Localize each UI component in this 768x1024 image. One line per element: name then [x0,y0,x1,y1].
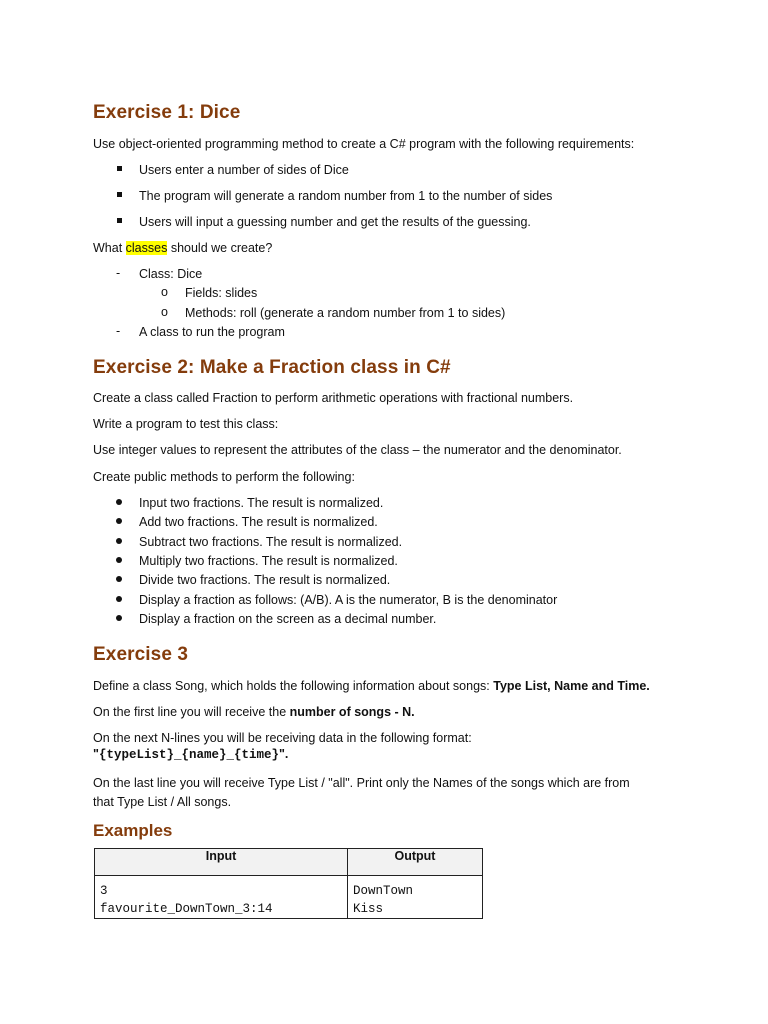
circle-bullet-icon: o [161,285,168,299]
fields-item: Fields: slides [185,286,258,300]
output-cell-text [348,876,482,918]
next-lines-paragraph: On the next N-lines you will be receiving data in the following format: [93,731,472,745]
round-bullet-icon [116,557,122,563]
input-format-code: {typeList}_{name}_{time} [98,748,279,762]
format-open-quote: " [93,747,99,761]
requirement-item: The program will generate a random number from 1 to the number of sides [139,189,553,203]
dash-bullet-icon: - [116,324,121,338]
exercise-1-intro: Use object-oriented programming method to create a C# program with the following requirements: [93,137,635,151]
method-list-item: Add two fractions. The result is normalized. [139,515,378,529]
exercise-2-paragraph: Write a program to test this class: [93,417,279,431]
method-list-item: Input two fractions. The result is normalized. [139,496,384,510]
square-bullet-icon [117,192,122,197]
input-format-line [93,746,288,763]
song-class-text: Define a class Song, which holds the following information about songs: [93,679,494,693]
table-header-input: Input [95,849,348,876]
exercise-2-title: Exercise 2: Make a Fraction class in C# [93,357,451,378]
examples-heading: Examples [93,821,173,840]
question-text-before: What [93,241,126,255]
input-cell-text [95,876,347,918]
method-list-item: Display a fraction as follows: (A/B). A is the numerator, B is the denominator [139,593,558,607]
square-bullet-icon [117,218,122,223]
input-line: 3 [100,884,108,898]
round-bullet-icon [116,576,122,582]
methods-item: Methods: roll (generate a random number from 1 to sides) [185,306,506,320]
round-bullet-icon [116,596,122,602]
table-header-row [95,849,483,876]
last-line-paragraph: On the last line you will receive Type List / "all". Print only the Names of the songs which are from [93,776,630,790]
first-line-text: On the first line you will receive the [93,705,290,719]
output-line: DownTown [353,884,414,898]
output-cell [348,876,483,919]
class-run-item: A class to run the program [139,325,285,339]
round-bullet-icon [116,538,122,544]
input-cell [95,876,348,919]
class-dice-item: Class: Dice [139,267,203,281]
song-class-paragraph [93,678,650,694]
last-line-paragraph-cont: that Type List / All songs. [93,795,232,809]
examples-table [94,848,483,919]
exercise-3-title: Exercise 3 [93,644,189,665]
number-of-songs-bold: number of songs - N. [289,705,415,719]
exercise-2-paragraph: Use integer values to represent the attributes of the class – the numerator and the denominator. [93,443,622,457]
method-list-item: Subtract two fractions. The result is normalized. [139,535,403,549]
question-text-after: should we create? [167,241,273,255]
method-list-item: Display a fraction on the screen as a decimal number. [139,612,437,626]
table-header-output: Output [348,849,483,876]
highlighted-word: classes [125,241,168,255]
round-bullet-icon [116,518,122,524]
output-line: Kiss [353,902,384,916]
requirement-item: Users will input a guessing number and get the results of the guessing. [139,215,531,229]
song-fields-bold: Type List, Name and Time. [493,679,650,693]
method-list-item: Divide two fractions. The result is normalized. [139,573,391,587]
exercise-1-title: Exercise 1: Dice [93,102,241,123]
dash-bullet-icon: - [116,266,121,280]
square-bullet-icon [117,166,122,171]
classes-question [93,240,272,256]
table-row [95,876,483,919]
round-bullet-icon [116,615,122,621]
method-list-item: Multiply two fractions. The result is normalized. [139,554,398,568]
exercise-2-paragraph: Create public methods to perform the following: [93,470,355,484]
input-line: favourite_DownTown_3:14 [100,902,273,916]
requirement-item: Users enter a number of sides of Dice [139,163,349,177]
first-line-paragraph [93,704,415,720]
format-close-quote: ". [278,747,289,761]
round-bullet-icon [116,499,122,505]
exercise-2-paragraph: Create a class called Fraction to perform arithmetic operations with fractional numbers. [93,391,574,405]
circle-bullet-icon: o [161,305,168,319]
